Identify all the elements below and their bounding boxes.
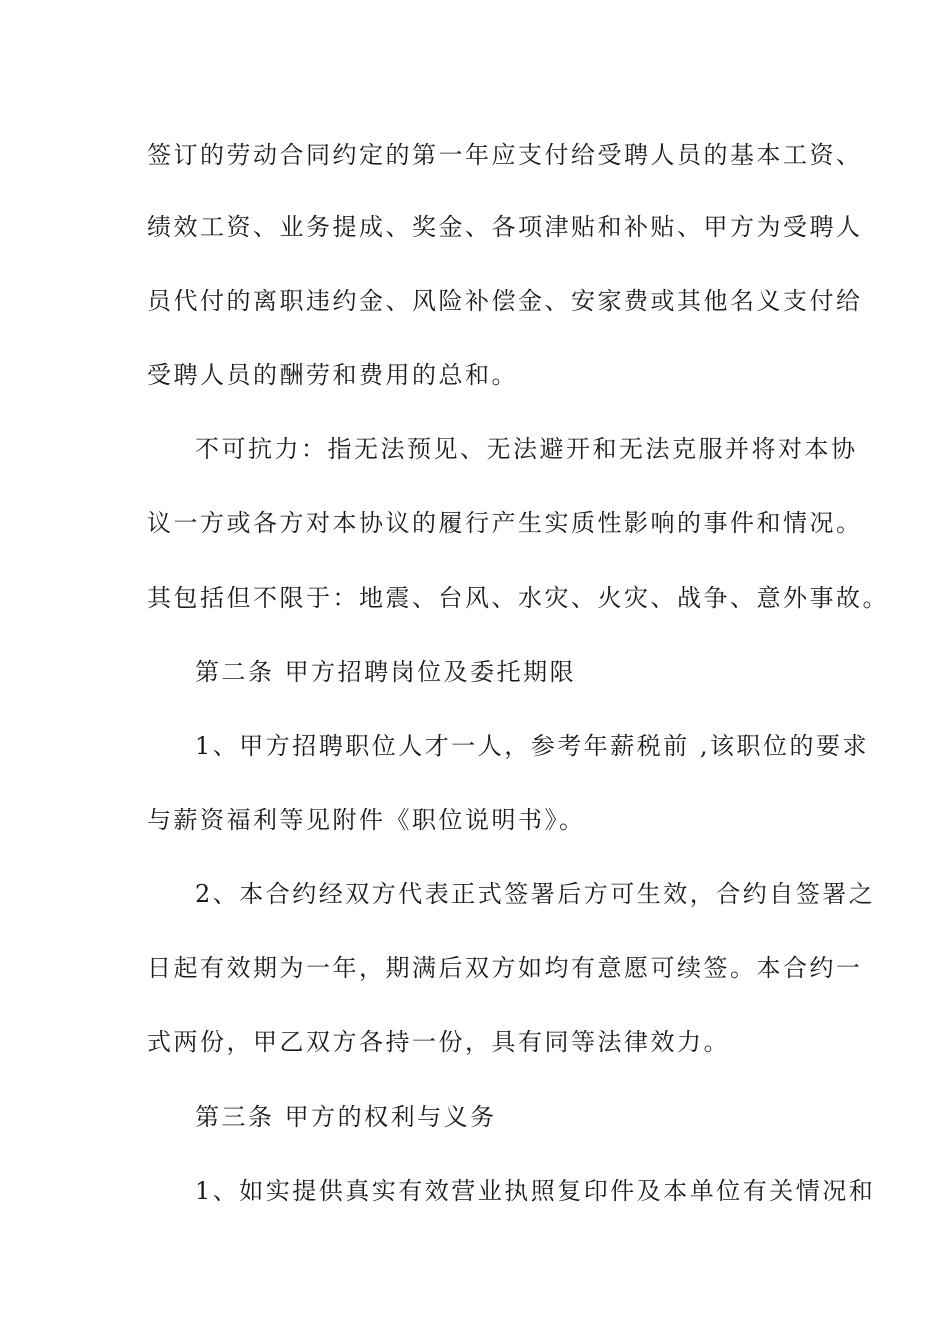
body-line: 式两份，甲乙双方各持一份，具有同等法律效力。: [147, 1028, 730, 1056]
body-line: 议一方或各方对本协议的履行产生实质性影响的事件和情况。: [147, 509, 863, 537]
section-heading: 第二条 甲方招聘岗位及委托期限: [195, 658, 577, 686]
paragraph-start-line: 1、甲方招聘职位人才一人，参考年薪税前 ,该职位的要求: [195, 732, 870, 760]
body-line: 绩效工资、业务提成、奖金、各项津贴和补贴、甲方为受聘人: [147, 213, 863, 241]
paragraph-start-line: 1、如实提供真实有效营业执照复印件及本单位有关情况和: [195, 1177, 876, 1205]
section-heading: 第三条 甲方的权利与义务: [195, 1103, 497, 1131]
paragraph-start-line: 2、本合约经双方代表正式签署后方可生效，合约自签署之: [195, 880, 876, 908]
body-line: 与薪资福利等见附件《职位说明书》。: [147, 806, 586, 834]
body-line: 日起有效期为一年，期满后双方如均有意愿可续签。本合约一: [147, 954, 863, 982]
paragraph-start-line: 不可抗力：指无法预见、无法避开和无法克服并将对本协: [195, 435, 858, 463]
body-line: 其包括但不限于：地震、台风、水灾、火灾、战争、意外事故。: [147, 584, 889, 612]
body-line: 员代付的离职违约金、风险补偿金、安家费或其他名义支付给: [147, 287, 863, 315]
body-line: 签订的劳动合同约定的第一年应支付给受聘人员的基本工资、: [147, 141, 863, 169]
body-line: 受聘人员的酬劳和费用的总和。: [147, 361, 518, 389]
